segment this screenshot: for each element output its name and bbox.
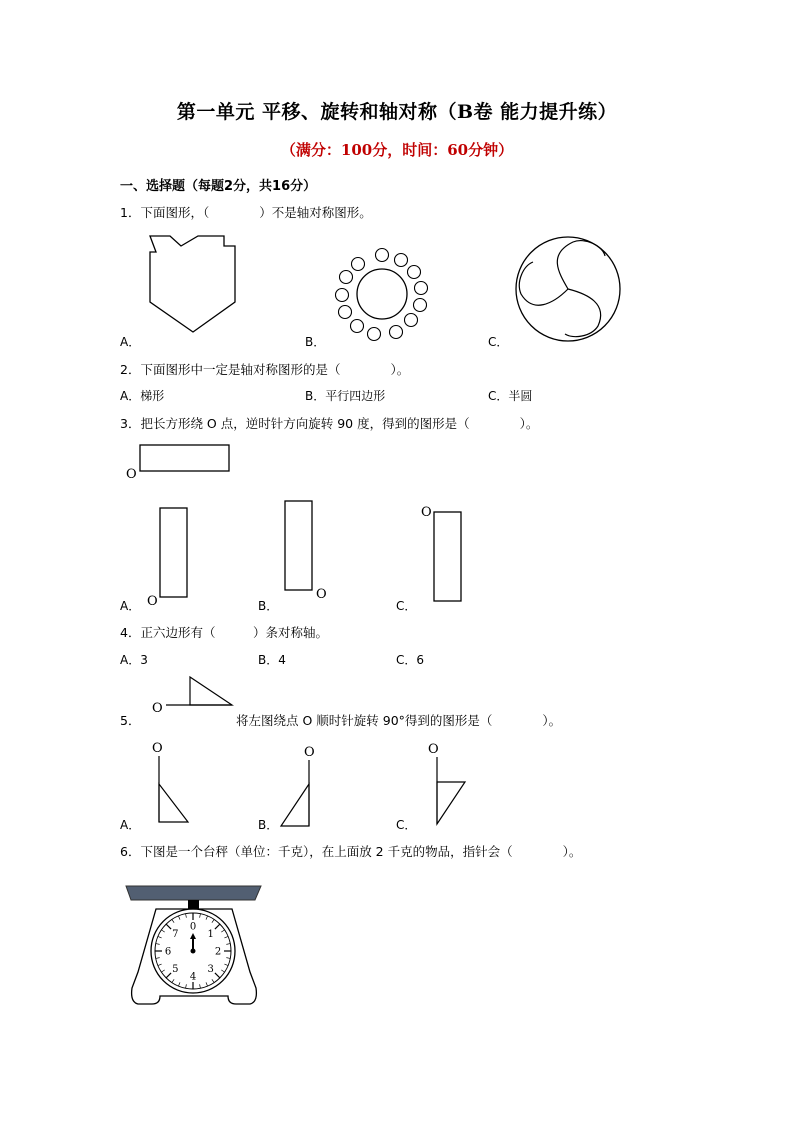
dial-tick [158, 964, 162, 966]
q5-option-b-triangle [276, 744, 326, 828]
q4-option-a: A．3 [120, 653, 148, 667]
dial-tick [200, 984, 201, 988]
q5-option-a-triangle [150, 740, 200, 828]
dial-tick [226, 944, 230, 945]
q5-original-triangle [150, 674, 240, 718]
q1-figure-b-bead-ring [330, 246, 434, 342]
dial-tick [186, 914, 187, 918]
dial-number: 3 [207, 964, 214, 976]
dial-tick [215, 924, 220, 929]
q2-option-c: C．半圆 [488, 389, 533, 403]
dial-number: 5 [172, 964, 179, 976]
question-5-text: 将左图绕点 O 顺时针旋转 90°得到的图形是（ ）。 [236, 713, 562, 728]
dial-number: 4 [189, 971, 197, 983]
q3-option-b: B． [258, 599, 279, 613]
dial-tick [156, 944, 160, 945]
page-subtitle: （满分：100分，时间：60分钟） [280, 141, 514, 159]
question-3-text: 3．把长方形绕 O 点，逆时针方向旋转 90 度，得到的图形是（ ）。 [120, 416, 539, 431]
dial-tick [212, 919, 214, 922]
dial-tick [172, 979, 174, 982]
dial-number: 6 [164, 946, 172, 958]
dial-tick [200, 914, 201, 918]
page-title: 第一单元 平移、旋转和轴对称（B卷 能力提升练） [176, 101, 618, 123]
q5-option-c: C． [396, 818, 417, 832]
dial-tick [166, 924, 171, 929]
section-heading: 一、选择题（每题2分，共16分） [120, 179, 317, 194]
dial-tick [156, 958, 160, 959]
dial-tick [226, 958, 230, 959]
q3-option-b-rectangle [282, 498, 332, 602]
q5-point-o: O [152, 701, 163, 716]
dial-tick [212, 979, 214, 982]
dial-number: 2 [214, 946, 222, 958]
q5-c-point-o: O [428, 742, 439, 757]
q1-option-c: C． [488, 335, 509, 349]
q2-option-b: B．平行四边形 [305, 389, 386, 403]
dial-tick [166, 973, 171, 978]
q3-option-a-rectangle [145, 505, 195, 609]
q4-option-b: B．4 [258, 653, 286, 667]
question-5-number: 5． [120, 713, 141, 728]
q2-option-a: A．梯形 [120, 389, 165, 403]
dial-tick [215, 973, 220, 978]
dial-number: 0 [189, 921, 197, 933]
q3-a-point-o: O [147, 594, 158, 609]
q1-option-a: A． [120, 335, 141, 349]
dial-tick [172, 919, 174, 922]
q3-option-a: A． [120, 599, 141, 613]
q3-option-c: C． [396, 599, 417, 613]
q3-c-point-o: O [421, 505, 432, 520]
q5-option-b: B． [258, 818, 279, 832]
q6-platform-scale [124, 884, 264, 1012]
q1-figure-c-swirl-circle [513, 234, 623, 344]
q3-b-point-o: O [316, 587, 327, 602]
dial-tick [221, 970, 224, 972]
dial-tick [224, 936, 228, 938]
question-4-text: 4．正六边形有（ ）条对称轴。 [120, 625, 328, 640]
q5-option-c-triangle [426, 740, 476, 828]
question-6-text: 6．下图是一个台秤（单位：千克），在上面放 2 千克的物品，指针会（ ）。 [120, 844, 582, 859]
dial-tick [221, 930, 224, 932]
q5-a-point-o: O [152, 741, 163, 756]
q5-option-a: A． [120, 818, 141, 832]
dial-tick [158, 936, 162, 938]
dial-tick [206, 916, 208, 920]
dial-tick [206, 982, 208, 986]
dial-tick [186, 984, 187, 988]
question-2-text: 2．下面图形中一定是轴对称图形的是（ ）。 [120, 362, 410, 377]
dial-tick [178, 916, 180, 920]
q1-figure-a-arrow-pentagon [140, 232, 245, 337]
q1-option-b: B． [305, 335, 326, 349]
dial-tick [161, 970, 164, 972]
question-1-text: 1．下面图形，（ ）不是轴对称图形。 [120, 205, 372, 220]
q3-option-c-rectangle [420, 504, 470, 608]
q5-b-point-o: O [304, 745, 315, 760]
dial-number: 1 [207, 928, 214, 940]
dial-tick [224, 964, 228, 966]
dial-tick [178, 982, 180, 986]
dial-number: 7 [172, 928, 179, 940]
q3-point-o: O [126, 467, 137, 482]
dial-tick [161, 930, 164, 932]
q3-original-rectangle [124, 442, 236, 482]
q4-option-c: C．6 [396, 653, 425, 667]
